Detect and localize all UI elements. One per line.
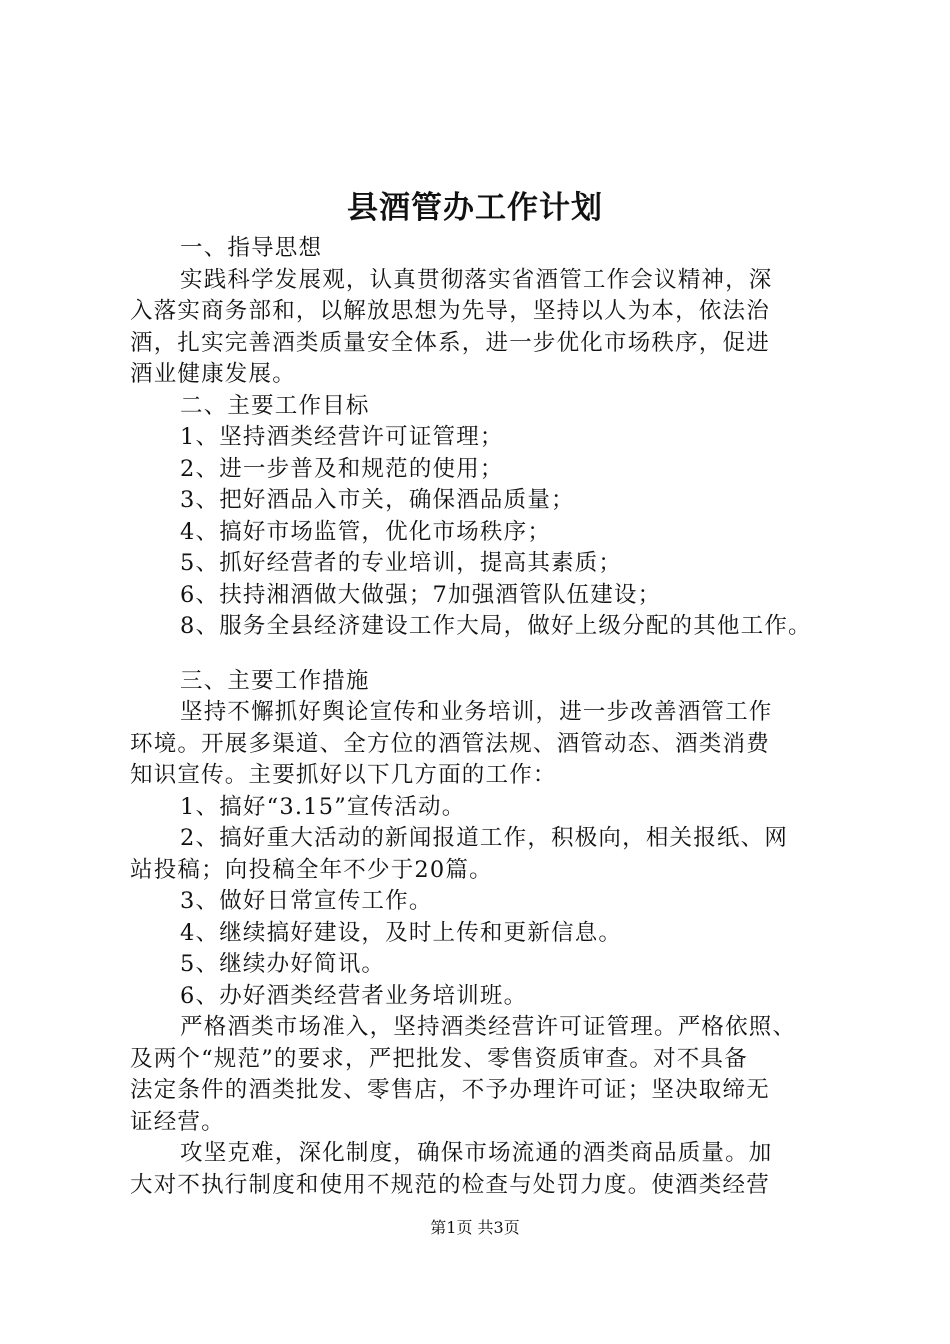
section-heading: 二、主要工作目标 — [180, 392, 370, 419]
paragraph-line: 证经营。 — [130, 1108, 225, 1135]
list-item: 5、抓好经营者的专业培训，提高其素质； — [180, 550, 623, 576]
paragraph-line: 环境。开展多渠道、全方位的酒管法规、酒管动态、酒类消费 — [130, 730, 770, 757]
list-item-continuation: 站投稿；向投稿全年不少于20篇。 — [130, 856, 493, 883]
list-item: 8、服务全县经济建设工作大局，做好上级分配的其他工作。 — [180, 613, 812, 639]
paragraph-line: 坚持不懈抓好舆论宣传和业务培训，进一步改善酒管工作 — [180, 699, 773, 725]
paragraph-line: 知识宣传。主要抓好以下几方面的工作： — [130, 762, 557, 788]
list-item: 6、扶持湘酒做大做强；7加强酒管队伍建设； — [180, 581, 662, 608]
document-title: 县酒管办工作计划 — [347, 190, 603, 226]
paragraph-line: 酒，扎实完善酒类质量安全体系，进一步优化市场秩序，促进 — [130, 329, 770, 356]
list-item: 3、把好酒品入市关，确保酒品质量； — [180, 487, 575, 513]
list-item: 4、搞好市场监管，优化市场秩序； — [180, 518, 552, 545]
list-item: 4、继续搞好建设，及时上传和更新信息。 — [180, 919, 623, 946]
paragraph-line: 攻坚克难，深化制度，确保市场流通的酒类商品质量。加 — [180, 1140, 773, 1166]
page-footer: 第1页 共3页 — [430, 1218, 520, 1237]
paragraph-line: 法定条件的酒类批发、零售店，不予办理许可证；坚决取缔无 — [130, 1077, 770, 1103]
list-item: 1、搞好“3.15”宣传活动。 — [180, 793, 466, 820]
list-item: 2、搞好重大活动的新闻报道工作，积极向，相关报纸、网 — [180, 825, 789, 851]
list-item: 6、办好酒类经营者业务培训班。 — [180, 982, 528, 1009]
blank-line — [130, 643, 835, 666]
paragraph-line: 及两个“规范”的要求，严把批发、零售资质审查。对不具备 — [130, 1045, 748, 1072]
paragraph-line: 入落实商务部和，以解放思想为先导，坚持以人为本，依法治 — [130, 298, 770, 324]
paragraph-line: 严格酒类市场准入，坚持酒类经营许可证管理。严格依照、 — [180, 1014, 797, 1040]
list-item: 1、坚持酒类经营许可证管理； — [180, 424, 504, 450]
section-heading: 三、主要工作措施 — [180, 667, 370, 694]
document-body — [130, 233, 835, 1201]
paragraph-line: 酒业健康发展。 — [130, 361, 296, 387]
list-item: 2、进一步普及和规范的使用； — [180, 455, 504, 482]
list-item: 3、做好日常宣传工作。 — [180, 888, 433, 914]
section-heading: 一、指导思想 — [180, 235, 323, 261]
paragraph-line: 实践科学发展观，认真贯彻落实省酒管工作会议精神，深 — [180, 266, 773, 293]
paragraph-line: 大对不执行制度和使用不规范的检查与处罚力度。使酒类经营 — [130, 1171, 770, 1198]
list-item: 5、继续办好简讯。 — [180, 951, 386, 977]
